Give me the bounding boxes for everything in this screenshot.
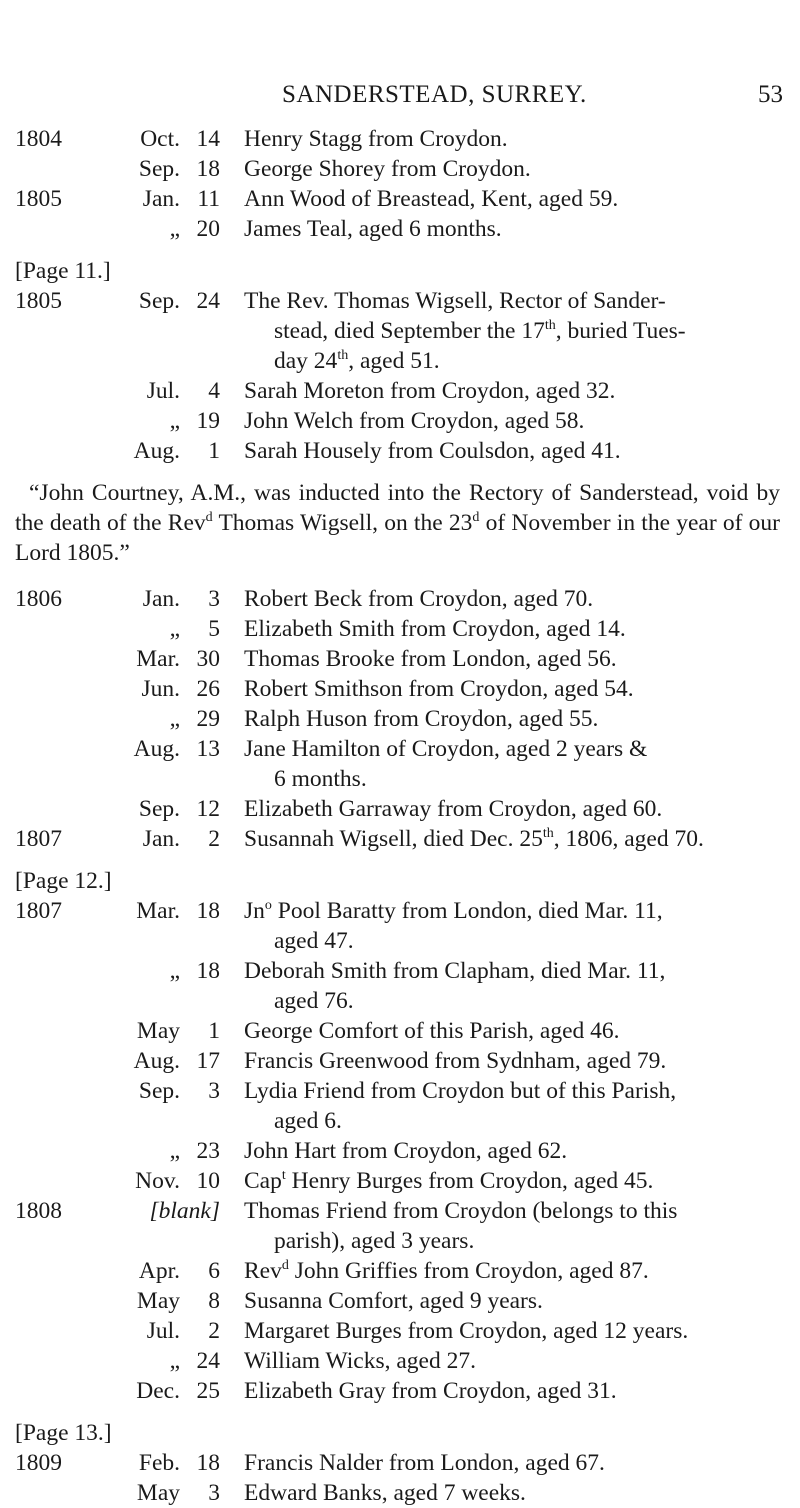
entry-line: Henry Burges from Croydon, aged 45.: [285, 1168, 654, 1194]
entry-year: 1809: [15, 1450, 62, 1476]
page-reference-text: [Page 12.]: [15, 868, 112, 894]
entry-year: 1804: [15, 126, 62, 152]
entry-day: 23: [196, 1138, 220, 1164]
entry-line: Rev: [244, 1258, 282, 1284]
page-reference: [0, 866, 800, 896]
entry-month: Jan.: [142, 586, 180, 612]
superscript: o: [264, 898, 272, 914]
superscript: th: [542, 826, 554, 842]
entry-continuation: aged 47.: [274, 928, 354, 954]
entry-text: Francis Greenwood from Sydnham, aged 79.: [244, 1048, 667, 1074]
entry-row: [0, 154, 800, 184]
entry-text: [244, 1256, 780, 1286]
entry-text: [244, 734, 780, 794]
entry-day: 19: [196, 408, 220, 434]
entry-day: 26: [196, 676, 220, 702]
entry-day: 24: [196, 288, 220, 314]
entry-day: 18: [196, 958, 220, 984]
entry-day: 17: [196, 1048, 220, 1074]
entry-text: Sarah Housely from Coulsdon, aged 41.: [244, 438, 621, 464]
entry-row: [0, 1316, 800, 1346]
entry-row: [0, 1136, 800, 1166]
entry-year: 1805: [15, 186, 62, 212]
entry-line: Jane Hamilton of Croydon, aged 2 years &: [244, 736, 648, 762]
entry-text: [244, 824, 780, 854]
entry-text: Elizabeth Smith from Croydon, aged 14.: [244, 616, 626, 642]
entry-day: 12: [196, 796, 220, 822]
induction-quote: [0, 478, 800, 568]
entry-row: [0, 734, 800, 794]
entry-line: Lydia Friend from Croydon but of this Parish,: [244, 1078, 677, 1104]
entry-month: Jul.: [146, 1318, 180, 1344]
entry-month: Oct.: [140, 126, 180, 152]
entry-line: Thomas Friend from Croydon (belongs to this: [244, 1198, 678, 1224]
entry-text: Sarah Moreton from Croydon, aged 32.: [244, 378, 616, 404]
entry-month: May: [136, 1288, 180, 1314]
superscript: th: [544, 318, 556, 334]
entry-line: Deborah Smith from Clapham, died Mar. 11,: [244, 958, 666, 984]
entry-day: 14: [196, 126, 220, 152]
entry-row: [0, 1076, 800, 1136]
entry-line: day 24: [274, 348, 338, 374]
page-header: [0, 80, 800, 120]
entry-month: Jan.: [142, 826, 180, 852]
entry-line: , aged 51.: [348, 348, 440, 374]
superscript: d: [281, 1258, 289, 1274]
entry-day: 10: [196, 1168, 220, 1194]
entry-month: „: [169, 958, 180, 984]
entry-day: 29: [196, 706, 220, 732]
entry-text: Robert Beck from Croydon, aged 70.: [244, 586, 594, 612]
entry-text: [244, 956, 780, 1016]
superscript: d: [205, 510, 213, 526]
running-head: SANDERSTEAD, SURREY.: [282, 81, 587, 108]
page-reference: [0, 1418, 800, 1448]
entry-text: Elizabeth Gray from Croydon, aged 31.: [244, 1378, 617, 1404]
entry-month: „: [169, 216, 180, 242]
entry-day: 3: [208, 1078, 220, 1104]
entry-row: [0, 1376, 800, 1406]
entry-row: [0, 436, 800, 466]
entry-row: [0, 1346, 800, 1376]
entry-day: 13: [196, 736, 220, 762]
entry-text: Ann Wood of Breastead, Kent, aged 59.: [244, 186, 619, 212]
entry-date-blank: [blank]: [149, 1198, 220, 1224]
entry-month: „: [169, 616, 180, 642]
entry-line: , 1806, aged 70.: [553, 826, 704, 852]
entry-row: [0, 1196, 800, 1256]
entry-month: „: [169, 408, 180, 434]
entry-row: [0, 1166, 800, 1196]
entry-day: 5: [208, 616, 220, 642]
entry-month: Nov.: [135, 1168, 180, 1194]
entry-month: Mar.: [136, 646, 180, 672]
entry-text: [244, 1166, 780, 1196]
entry-day: 2: [208, 826, 220, 852]
entry-row: [0, 1448, 800, 1478]
entry-month: Aug.: [133, 1048, 180, 1074]
entry-row: [0, 704, 800, 734]
entry-month: Dec.: [136, 1378, 180, 1404]
entry-text: Margaret Burges from Croydon, aged 12 years.: [244, 1318, 689, 1344]
entry-row: [0, 124, 800, 154]
entry-day: 20: [196, 216, 220, 242]
entry-row: [0, 1478, 800, 1508]
entry-continuation: [244, 316, 780, 346]
entry-row: [0, 376, 800, 406]
entry-row: [0, 644, 800, 674]
entry-row: [0, 1016, 800, 1046]
entry-month: Sep.: [138, 288, 180, 314]
entry-text: James Teal, aged 6 months.: [244, 216, 502, 242]
entry-day: 2: [208, 1318, 220, 1344]
entry-month: Apr.: [138, 1258, 180, 1284]
entry-text: Ralph Huson from Croydon, aged 55.: [244, 706, 599, 732]
superscript: th: [337, 348, 349, 364]
entry-text: William Wicks, aged 27.: [244, 1348, 476, 1374]
entry-row: [0, 286, 800, 376]
entry-row: [0, 184, 800, 214]
entry-day: 18: [196, 156, 220, 182]
entry-continuation: aged 76.: [274, 988, 354, 1014]
burial-register: [0, 124, 800, 1508]
entry-year: 1806: [15, 586, 62, 612]
entry-text: [244, 286, 780, 376]
entry-year: 1808: [15, 1198, 62, 1224]
entry-text: Robert Smithson from Croydon, aged 54.: [244, 676, 634, 702]
entry-month: Aug.: [133, 438, 180, 464]
entry-month: Aug.: [133, 736, 180, 762]
entry-line: Cap: [244, 1168, 282, 1194]
quote-text: Thomas Wigsell, on the 23: [212, 510, 473, 536]
entry-month: May: [136, 1480, 180, 1506]
entry-text: Henry Stagg from Croydon.: [244, 126, 508, 152]
page-reference: [0, 256, 800, 286]
quote-text: of November in the year of our Lord 1805.”: [15, 510, 780, 566]
quote-text: “John Courtney, A.M., was inducted into the Rectory of Sanderstead, void by the death of the Rev: [15, 480, 780, 536]
entry-text: [244, 896, 780, 956]
entry-text: Edward Banks, aged 7 weeks.: [244, 1480, 526, 1506]
entry-month: „: [169, 706, 180, 732]
entry-day: 1: [208, 1018, 220, 1044]
page-number: 53: [758, 81, 783, 108]
entry-day: 4: [208, 378, 220, 404]
entry-continuation: aged 6.: [274, 1108, 342, 1134]
entry-month: „: [169, 1138, 180, 1164]
page-reference-text: [Page 11.]: [15, 258, 111, 284]
entry-year: 1807: [15, 898, 62, 924]
entry-row: [0, 794, 800, 824]
entry-month: Sep.: [138, 796, 180, 822]
entry-month: „: [169, 1348, 180, 1374]
entry-day: 3: [208, 586, 220, 612]
entry-continuation: parish), aged 3 years.: [274, 1228, 475, 1254]
entry-month: Sep.: [138, 156, 180, 182]
entry-day: 1: [208, 438, 220, 464]
entry-text: John Hart from Croydon, aged 62.: [244, 1138, 568, 1164]
entry-line: Susannah Wigsell, died Dec. 25: [244, 826, 543, 852]
entry-text: George Shorey from Croydon.: [244, 156, 531, 182]
entry-year: 1805: [15, 288, 62, 314]
entry-line: , buried Tues-: [555, 318, 686, 344]
entry-row: [0, 674, 800, 704]
entry-row: [0, 214, 800, 244]
entry-row: [0, 614, 800, 644]
entry-day: 25: [196, 1378, 220, 1404]
entry-text: Francis Nalder from London, aged 67.: [244, 1450, 605, 1476]
superscript: d: [472, 510, 480, 526]
entry-month: Jul.: [146, 378, 180, 404]
entry-day: 11: [197, 186, 220, 212]
entry-month: Feb.: [138, 1450, 180, 1476]
entry-line: The Rev. Thomas Wigsell, Rector of Sander-: [244, 288, 666, 314]
entry-day: 3: [208, 1480, 220, 1506]
entry-row: [0, 896, 800, 956]
entry-day: 18: [196, 898, 220, 924]
superscript: t: [281, 1168, 286, 1184]
entry-text: [244, 1076, 780, 1136]
entry-day: 8: [208, 1288, 220, 1314]
entry-day: 30: [196, 646, 220, 672]
entry-text: George Comfort of this Parish, aged 46.: [244, 1018, 620, 1044]
entry-row: [0, 824, 800, 854]
entry-day: 18: [196, 1450, 220, 1476]
entry-text: Susanna Comfort, aged 9 years.: [244, 1288, 543, 1314]
entry-text: John Welch from Croydon, aged 58.: [244, 408, 585, 434]
entry-month: Jan.: [142, 186, 180, 212]
entry-line: Pool Baratty from London, died Mar. 11,: [271, 898, 663, 924]
entry-continuation: 6 months.: [274, 766, 367, 792]
entry-row: [0, 1046, 800, 1076]
entry-year: 1807: [15, 826, 62, 852]
entry-month: May: [136, 1018, 180, 1044]
page-reference-text: [Page 13.]: [15, 1420, 112, 1446]
entry-day: 24: [196, 1348, 220, 1374]
entry-month: Sep.: [138, 1078, 180, 1104]
entry-row: [0, 584, 800, 614]
entry-line: John Griffies from Croydon, aged 87.: [288, 1258, 649, 1284]
entry-month: Mar.: [136, 898, 180, 924]
entry-text: Elizabeth Garraway from Croydon, aged 60.: [244, 796, 663, 822]
entry-day: 6: [208, 1258, 220, 1284]
entry-text: Thomas Brooke from London, aged 56.: [244, 646, 617, 672]
entry-continuation: [244, 346, 780, 376]
entry-line: stead, died September the 17: [274, 318, 545, 344]
entry-month: Jun.: [141, 676, 180, 702]
entry-row: [0, 406, 800, 436]
entry-text: [244, 1196, 780, 1256]
entry-line: Jn: [244, 898, 265, 924]
entry-row: [0, 1286, 800, 1316]
entry-row: [0, 1256, 800, 1286]
entry-row: [0, 956, 800, 1016]
